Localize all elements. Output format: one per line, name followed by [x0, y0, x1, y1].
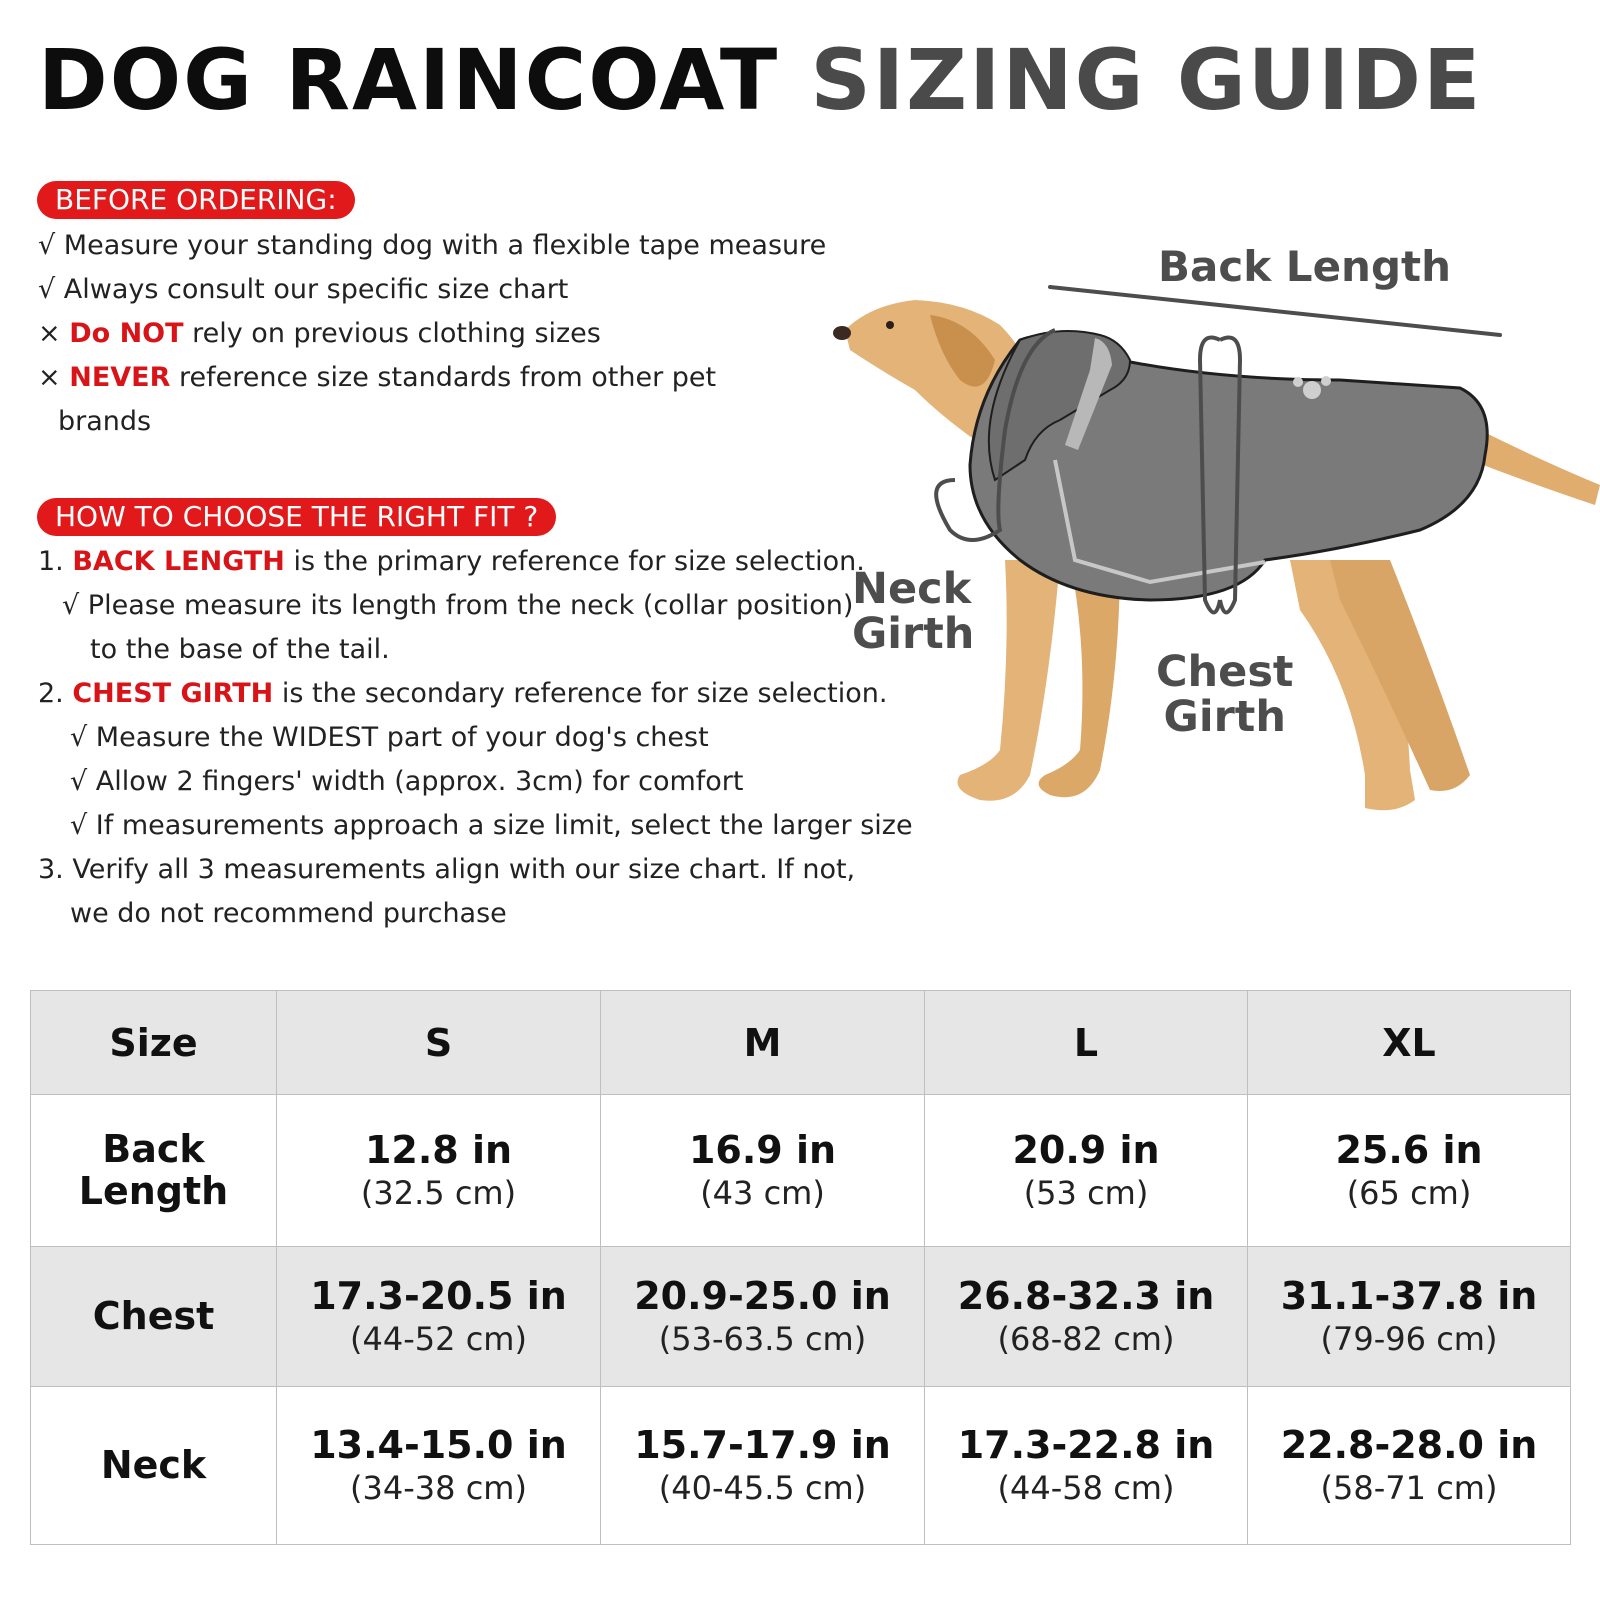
table-cell: 31.1-37.8 in (79-96 cm)	[1248, 1247, 1571, 1387]
table-row-neck	[31, 1387, 1571, 1545]
column-header-xl: XL	[1248, 991, 1571, 1095]
neck-girth-label: Neck Girth	[852, 564, 975, 660]
how-to-choose-line: √ Measure the WIDEST part of your dog's chest	[70, 722, 709, 753]
table-cell: 22.8-28.0 in (58-71 cm)	[1248, 1387, 1571, 1545]
back-length-label: Back Length	[1158, 242, 1451, 291]
table-cell: 20.9-25.0 in (53-63.5 cm)	[601, 1247, 925, 1387]
table-header-row	[31, 991, 1571, 1095]
title-part-2: SIZING GUIDE	[810, 31, 1483, 129]
table-cell: 13.4-15.0 in (34-38 cm)	[277, 1387, 601, 1545]
dog-nose	[833, 326, 851, 340]
column-header-s: S	[277, 991, 601, 1095]
how-to-choose-line: 1. BACK LENGTH is the primary reference for size selection.	[38, 546, 865, 577]
table-row-chest	[31, 1247, 1571, 1387]
how-to-choose-line: we do not recommend purchase	[70, 898, 507, 929]
column-header-m: M	[601, 991, 925, 1095]
row-label: Neck	[31, 1387, 277, 1545]
dog-in-raincoat-image	[820, 230, 1600, 870]
table-cell: 12.8 in (32.5 cm)	[277, 1095, 601, 1247]
before-ordering-heading: BEFORE ORDERING:	[37, 181, 355, 219]
back-length-guide-line	[1050, 287, 1500, 335]
table-cell: 17.3-22.8 in (44-58 cm)	[925, 1387, 1248, 1545]
table-cell: 26.8-32.3 in (68-82 cm)	[925, 1247, 1248, 1387]
how-to-choose-line: to the base of the tail.	[90, 634, 390, 665]
table-cell: 25.6 in (65 cm)	[1248, 1095, 1571, 1247]
how-to-choose-line: √ Allow 2 fingers' width (approx. 3cm) for comfort	[70, 766, 744, 797]
how-to-choose-line: 3. Verify all 3 measurements align with our size chart. If not,	[38, 854, 856, 885]
page-title	[38, 31, 1483, 129]
dog-raincoat-illustration	[820, 230, 1600, 870]
how-to-choose-line: √ If measurements approach a size limit, select the larger size	[70, 810, 913, 841]
before-ordering-line: √ Always consult our specific size chart	[38, 274, 569, 305]
dog-eye	[886, 321, 894, 329]
table-row-back-length	[31, 1095, 1571, 1247]
before-ordering-line: √ Measure your standing dog with a flexible tape measure	[38, 230, 827, 261]
how-to-choose-line: 2. CHEST GIRTH is the secondary reference for size selection.	[38, 678, 888, 709]
table-cell: 15.7-17.9 in (40-45.5 cm)	[601, 1387, 925, 1545]
row-label: Chest	[31, 1247, 277, 1387]
title-part-1: DOG RAINCOAT	[38, 31, 780, 129]
table-cell: 17.3-20.5 in (44-52 cm)	[277, 1247, 601, 1387]
dog-tail	[1470, 430, 1600, 505]
table-cell: 16.9 in (43 cm)	[601, 1095, 925, 1247]
before-ordering-line: × Do NOT rely on previous clothing sizes	[38, 318, 601, 349]
column-header-l: L	[925, 991, 1248, 1095]
column-header-size: Size	[31, 991, 277, 1095]
chest-girth-label: Chest Girth	[1156, 647, 1294, 743]
table-cell: 20.9 in (53 cm)	[925, 1095, 1248, 1247]
before-ordering-line: × NEVER reference size standards from other pet	[38, 362, 717, 393]
how-to-choose-line: √ Please measure its length from the neck (collar position)	[62, 590, 854, 621]
size-chart-table	[30, 990, 1571, 1545]
row-label: Back Length	[31, 1095, 277, 1247]
how-to-choose-heading: HOW TO CHOOSE THE RIGHT FIT ?	[37, 498, 556, 536]
before-ordering-line: brands	[58, 406, 152, 437]
